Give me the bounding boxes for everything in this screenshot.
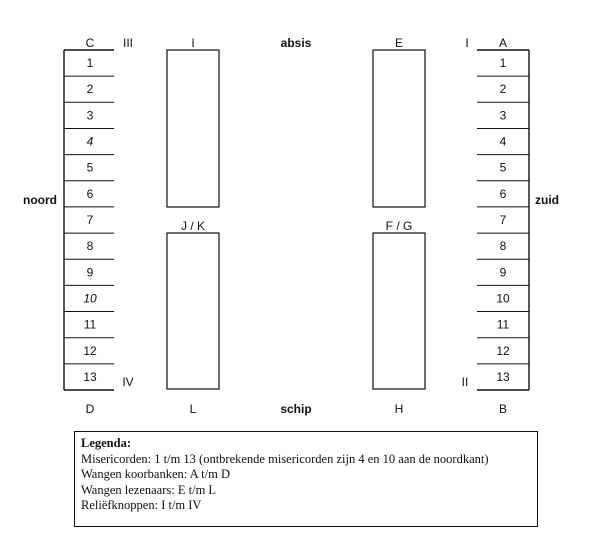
label-inner-i: I: [191, 36, 195, 50]
label-a: A: [498, 36, 508, 50]
label-d: D: [85, 402, 95, 416]
left-stall-number: 1: [86, 56, 94, 71]
right-stall-number: 12: [496, 343, 510, 358]
left-stall-number: 12: [83, 343, 97, 358]
label-roman-i: I: [465, 36, 469, 50]
label-iii: III: [122, 36, 134, 50]
right-stall-number: 4: [499, 134, 507, 149]
right-stall-number: 8: [499, 239, 507, 254]
lectern-left-bottom: [167, 233, 219, 389]
left-stall-numbers: [83, 56, 97, 384]
right-stall-number: 2: [499, 82, 507, 97]
legend-line-wangen-koorbanken: Wangen koorbanken: A t/m D: [81, 467, 230, 481]
legend-line-misericorden: Misericorden: 1 t/m 13 (ontbrekende misericorden zijn 4 en 10 aan de noordkant): [81, 451, 489, 466]
legend-line-wangen-lezenaars: Wangen lezenaars: E t/m L: [81, 482, 217, 497]
left-stall-number: 6: [86, 186, 94, 201]
right-stall-number: 13: [496, 369, 510, 384]
left-stall-number: 4: [86, 134, 94, 149]
label-h: H: [394, 402, 404, 416]
label-jk: J / K: [180, 219, 206, 233]
right-stall-number: 10: [496, 291, 510, 306]
label-ii: II: [461, 375, 469, 389]
right-stall-number: 6: [499, 186, 507, 201]
legend-line-reliefknoppen: Reliëfknoppen: I t/m IV: [81, 498, 202, 512]
label-b: B: [498, 402, 508, 416]
legend-box: [74, 431, 538, 527]
right-stall-numbers: [496, 56, 510, 384]
right-stall-number: 5: [499, 160, 507, 175]
label-fg: F / G: [385, 219, 413, 233]
right-stall-number: 7: [499, 213, 507, 227]
left-stall-number: 7: [86, 213, 94, 227]
label-iv: IV: [122, 375, 134, 389]
label-schip: schip: [280, 402, 312, 416]
left-stall-number: 10: [83, 291, 97, 306]
left-stall-number: 11: [83, 317, 97, 332]
right-stall-number: 9: [499, 265, 507, 280]
lectern-right-top: [373, 50, 425, 207]
right-stall-number: 11: [496, 317, 510, 332]
legend-title: Legenda:: [81, 436, 131, 450]
label-zuid: zuid: [535, 193, 559, 207]
left-stall-number: 2: [86, 82, 94, 97]
left-stall-number: 13: [83, 369, 97, 384]
label-noord: noord: [23, 193, 57, 207]
right-stall-number: 1: [499, 56, 507, 71]
left-stall-number: 3: [86, 108, 94, 123]
lectern-right-bottom: [373, 233, 425, 389]
label-absis: absis: [280, 36, 312, 50]
left-stall-number: 5: [86, 160, 94, 175]
lectern-left-top: [167, 50, 219, 207]
left-stall-number: 9: [86, 265, 94, 280]
right-stall-number: 3: [499, 108, 507, 123]
label-e: E: [394, 36, 404, 50]
label-l: L: [189, 402, 197, 416]
label-c: C: [85, 36, 95, 50]
left-stall-number: 8: [86, 239, 94, 254]
